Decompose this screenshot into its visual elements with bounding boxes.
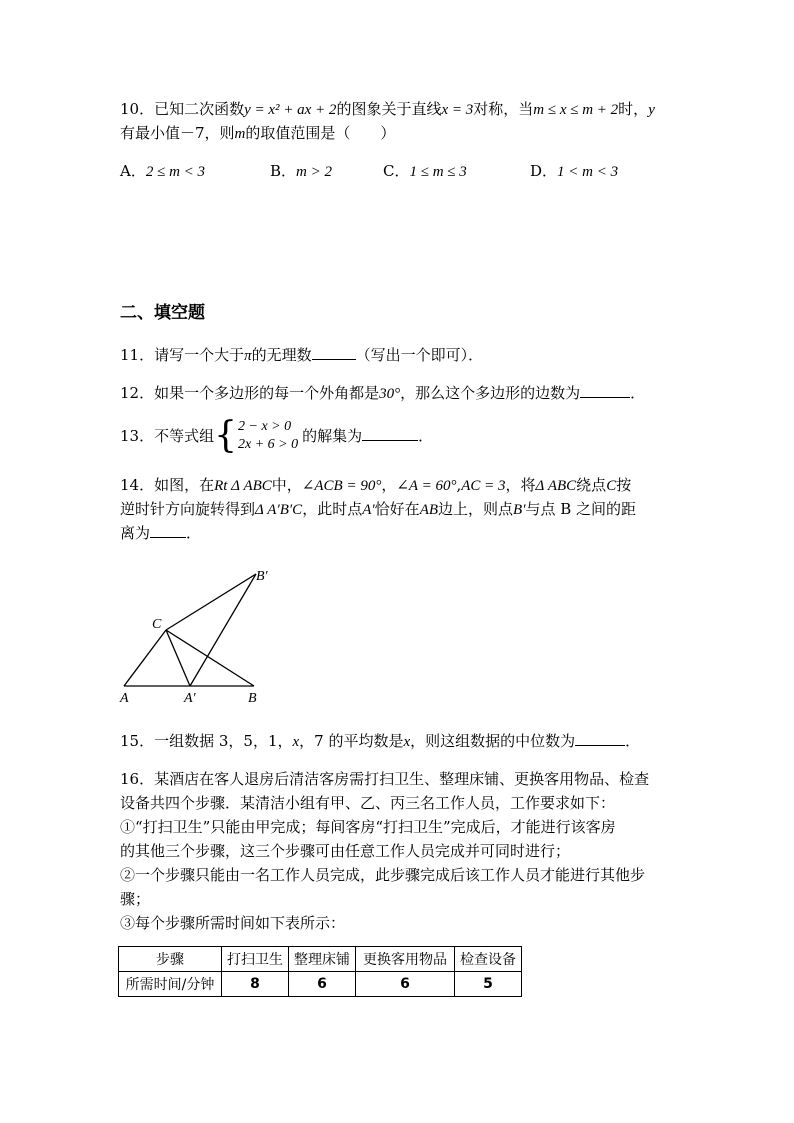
question-15: 15．一组数据 3，5，1，x，7 的平均数是x，则这组数据的中位数为 ． bbox=[120, 732, 641, 750]
question-16-line-5: ②一个步骤只能由一名工作人员完成，此步骤完成后该工作人员才能进行其他步 bbox=[120, 866, 646, 884]
label-b: B bbox=[248, 691, 257, 706]
segment-cb bbox=[166, 630, 254, 686]
question-14-line-1: 14．如图，在Rt Δ ABC中，∠ACB = 90°，∠A = 60°,AC = 3，将Δ ABC绕点C按 bbox=[120, 476, 632, 494]
label-b-prime: B′ bbox=[256, 569, 268, 584]
question-16-line-7: ③每个步骤所需时间如下表所示： bbox=[120, 914, 346, 932]
table-cell: 8 bbox=[222, 972, 289, 997]
question-16-line-4: 的其他三个步骤，这三个步骤可由任意工作人员完成并可同时进行； bbox=[120, 842, 571, 860]
question-10-line-1: 10．已知二次函数y = x² + ax + 2的图象关于直线x = 3对称，当m ≤ x ≤ m + 2时，y bbox=[120, 100, 655, 118]
inequality-system: 2 − x > 0 2x + 6 > 0 bbox=[238, 419, 299, 452]
table-cell: 6 bbox=[289, 972, 356, 997]
brace: { bbox=[214, 415, 237, 456]
table-cell: 6 bbox=[356, 972, 455, 997]
question-13: 13．不等式组{2 − x > 0 2x + 6 > 0 的解集为 ． bbox=[120, 415, 434, 456]
table-header: 整理床铺 bbox=[289, 947, 356, 972]
option-a[interactable]: A．2 ≤ m < 3 bbox=[120, 162, 206, 180]
question-16-line-1: 16．某酒店在客人退房后清洁客房需打扫卫生、整理床铺、更换客用物品、检查 bbox=[120, 770, 650, 788]
table-header: 更换客用物品 bbox=[356, 947, 455, 972]
axis-expression: x = 3 bbox=[441, 102, 474, 118]
question-10-line-2: 有最小值－7，则m的取值范围是（ ） bbox=[120, 124, 396, 142]
question-16-line-2: 设备共四个步骤．某清洁小组有甲、乙、丙三名工作人员，工作要求如下： bbox=[120, 794, 616, 812]
table-row bbox=[119, 972, 522, 997]
table-header-row bbox=[119, 947, 522, 972]
label-a-prime: A′ bbox=[184, 691, 196, 706]
answer-blank[interactable] bbox=[150, 523, 186, 538]
segment-a-prime-b-prime bbox=[190, 574, 256, 686]
question-16-line-3: ①“打扫卫生”只能由甲完成；每间客房“打扫卫生”完成后，才能进行该客房 bbox=[120, 818, 616, 836]
question-12: 12．如果一个多边形的每一个外角都是30°，那么这个多边形的边数为 ． bbox=[120, 384, 646, 402]
range-expression: m ≤ x ≤ m + 2 bbox=[533, 102, 619, 118]
segment-cb-prime bbox=[166, 574, 256, 630]
table-cell: 所需时间/分钟 bbox=[119, 972, 222, 997]
rotation-figure bbox=[110, 560, 290, 710]
label-c: C bbox=[152, 617, 162, 632]
answer-blank[interactable] bbox=[362, 426, 418, 441]
table-header: 打扫卫生 bbox=[222, 947, 289, 972]
label-a: A bbox=[120, 691, 129, 706]
question-14-line-3: 离为 ． bbox=[120, 524, 202, 542]
question-16-line-6: 骤； bbox=[120, 890, 151, 908]
option-c[interactable]: C．1 ≤ m ≤ 3 bbox=[383, 162, 467, 180]
option-d[interactable]: D．1 < m < 3 bbox=[530, 162, 619, 180]
question-11: 11．请写一个大于π的无理数 （写出一个即可）． bbox=[120, 346, 484, 364]
function-expression: y = x² + ax + 2 bbox=[244, 102, 337, 118]
steps-table bbox=[118, 946, 522, 997]
answer-blank[interactable] bbox=[575, 731, 625, 746]
table-cell: 5 bbox=[455, 972, 522, 997]
table-header: 步骤 bbox=[119, 947, 222, 972]
question-14-line-2: 逆时针方向旋转得到Δ A′B′C，此时点A′恰好在AB边上，则点B′与点 B 之间的距 bbox=[120, 500, 637, 518]
option-b[interactable]: B．m > 2 bbox=[270, 162, 332, 180]
table-header: 检查设备 bbox=[455, 947, 522, 972]
segment-ac bbox=[124, 630, 166, 686]
answer-blank[interactable] bbox=[580, 383, 630, 398]
answer-blank[interactable] bbox=[312, 345, 356, 360]
figure-lines bbox=[124, 574, 256, 686]
section-title: 二、填空题 bbox=[120, 303, 205, 323]
